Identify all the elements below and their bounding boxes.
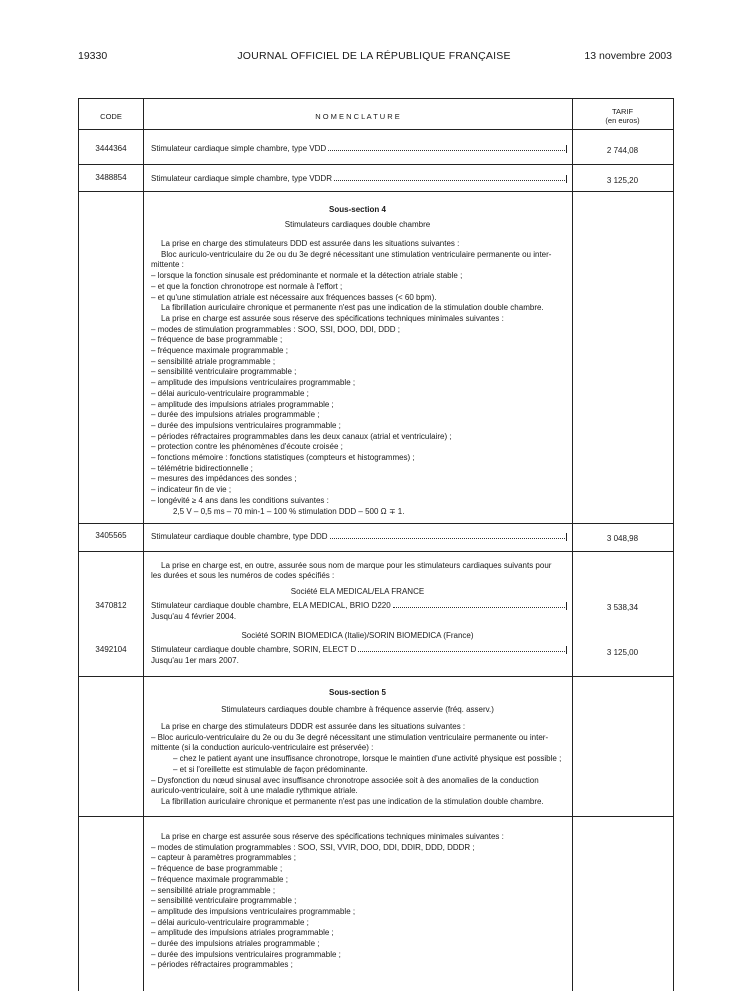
page-date: 13 novembre 2003: [584, 50, 672, 62]
row-tick: [566, 602, 567, 610]
text-line: – télémétrie bidirectionnelle ;: [151, 463, 253, 473]
text-line: – modes de stimulation programmables : SOO, SSI, DOO, DDI, DDD ;: [151, 324, 400, 334]
text-line: La fibrillation auriculaire chronique et permanente n'est pas une indication de la stimulation double chambre.: [161, 303, 544, 313]
row-code: 3444364: [95, 144, 127, 153]
text-line: La prise en charge des stimulateurs DDDR est assurée dans les situations suivantes :: [161, 722, 466, 731]
row-tick: [566, 175, 567, 183]
text-line: La prise en charge est assurée sous réserve des spécifications techniques minimales suivantes :: [161, 313, 504, 323]
column-header-code: CODE: [100, 112, 122, 121]
row-divider: [79, 816, 673, 817]
text-line: – durée des impulsions ventriculaires programmable ;: [151, 420, 341, 430]
text-line: – périodes réfractaires programmables dans les deux canaux (atrial et ventriculaire) ;: [151, 431, 452, 441]
text-line: – périodes réfractaires programmables ;: [151, 960, 293, 970]
row-divider: [79, 676, 673, 677]
row-label: Stimulateur cardiaque simple chambre, type VDDR: [151, 174, 565, 184]
text-line: La prise en charge est assurée sous réserve des spécifications techniques minimales suivantes :: [161, 832, 504, 841]
column-divider-tarif: [572, 99, 573, 991]
row-code: 3405565: [95, 531, 127, 540]
text-line: mittente (si la conduction auriculo-ventriculaire est préservée) :: [151, 743, 374, 753]
column-header-tarif: TARIF: [611, 107, 634, 116]
section-subtitle: Stimulateurs cardiaques double chambre: [284, 220, 431, 229]
row-label: Stimulateur cardiaque double chambre, ELA MEDICAL, BRIO D220: [151, 601, 565, 611]
text-line: – sensibilité ventriculaire programmable ;: [151, 896, 297, 906]
company-heading: Société SORIN BIOMEDICA (Italie)/SORIN BIOMEDICA (France): [241, 631, 474, 640]
text-line: – fonctions mémoire : fonctions statistiques (compteurs et histogrammes) ;: [151, 453, 415, 462]
text-line: – et que la fonction chronotrope est normale à l'effort ;: [151, 281, 343, 291]
row-validity: Jusqu'au 4 février 2004.: [151, 612, 237, 621]
text-line: – et si l'oreillette est stimulable de façon prédominante.: [173, 764, 368, 774]
text-line: – lorsque la fonction sinusale est prédominante et normale et la détection atriale stable ;: [151, 271, 463, 281]
text-line: – sensibilité atriale programmable ;: [151, 356, 276, 366]
text-line: – longévité ≥ 4 ans dans les conditions suivantes :: [151, 495, 329, 505]
row-tarif: 3 048,98: [606, 534, 639, 543]
row-tick: [566, 533, 567, 541]
row-code: 3488854: [95, 173, 127, 182]
row-tick: [566, 646, 567, 654]
text-line: 2,5 V – 0,5 ms – 70 min-1 – 100 % stimulation DDD – 500 Ω ∓ 1.: [173, 506, 405, 516]
section-subtitle: Stimulateurs cardiaques double chambre à fréquence asservie (fréq. asserv.): [221, 705, 494, 714]
text-line: – durée des impulsions ventriculaires programmable ;: [151, 949, 341, 959]
text-line: La fibrillation auriculaire chronique et permanente n'est pas une indication de la stimulation double chambre.: [161, 796, 544, 806]
row-tarif: 3 125,00: [606, 648, 639, 657]
text-line: Bloc auriculo-ventriculaire du 2e ou du 3e degré nécessitant une stimulation ventriculaire permanente ou inter-: [161, 249, 552, 259]
text-line: – Dysfonction du nœud sinusal avec insuffisance chronotrope associée soit à des anomalies de la conduction: [151, 775, 539, 785]
text-line: – sensibilité ventriculaire programmable ;: [151, 367, 297, 377]
text-line: – amplitude des impulsions atriales programmable ;: [151, 928, 334, 938]
section-title: Sous-section 5: [329, 688, 386, 697]
row-label: Stimulateur cardiaque double chambre, SORIN, ELECT D: [151, 645, 565, 655]
page-number: 19330: [78, 50, 108, 62]
text-line: – et qu'une stimulation atriale est nécessaire aux fréquences basses (< 60 bpm).: [151, 292, 437, 302]
row-label: Stimulateur cardiaque double chambre, type DDD: [151, 532, 565, 542]
row-divider: [79, 191, 673, 192]
text-line: – amplitude des impulsions atriales programmable ;: [151, 399, 334, 409]
row-divider: [79, 129, 673, 130]
row-divider: [79, 551, 673, 552]
row-code: 3492104: [95, 645, 127, 654]
row-tarif: 3 125,20: [606, 176, 639, 185]
text-line: – protection contre les phénomènes d'écoute croisée ;: [151, 442, 343, 452]
column-header-tarif-unit: (en euros): [605, 116, 640, 125]
row-tick: [566, 145, 567, 153]
text-line: – mesures des impédances des sondes ;: [151, 474, 297, 484]
text-line: – fréquence maximale programmable ;: [151, 346, 288, 355]
text-line: – modes de stimulation programmables : SOO, SSI, VVIR, DOO, DDI, DDIR, DDD, DDDR ;: [151, 842, 475, 852]
text-line: – fréquence maximale programmable ;: [151, 874, 288, 884]
text-line: – durée des impulsions atriales programmable ;: [151, 410, 320, 420]
text-line: La prise en charge des stimulateurs DDD est assurée dans les situations suivantes :: [161, 239, 460, 248]
nomenclature-table: [78, 98, 674, 991]
text-line: – indicateur fin de vie ;: [151, 485, 232, 495]
row-code: 3470812: [95, 601, 127, 610]
brand-intro-continued: les durées et sous les numéros de codes spécifiés :: [151, 571, 335, 580]
row-label: Stimulateur cardiaque simple chambre, type VDD: [151, 144, 565, 154]
row-tarif: 3 538,34: [606, 603, 639, 612]
text-line: – capteur à paramètres programmables ;: [151, 853, 296, 863]
section-title: Sous-section 4: [329, 205, 386, 214]
text-line: – délai auriculo-ventriculaire programmable ;: [151, 388, 309, 398]
text-line: auriculo-ventriculaire, soit à une maladie rythmique atriale.: [151, 786, 358, 796]
text-line: – fréquence de base programmable ;: [151, 864, 283, 874]
row-validity: Jusqu'au 1er mars 2007.: [151, 656, 239, 665]
brand-intro: La prise en charge est, en outre, assurée sous nom de marque pour les stimulateurs cardiaques suivants pour: [161, 561, 552, 570]
text-line: – amplitude des impulsions ventriculaires programmable ;: [151, 378, 356, 388]
journal-title: JOURNAL OFFICIEL DE LA RÉPUBLIQUE FRANÇAISE: [237, 50, 511, 62]
company-heading: Société ELA MEDICAL/ELA FRANCE: [290, 587, 425, 596]
column-header-nomenclature: N O M E N C L A T U R E: [315, 112, 400, 121]
row-tarif: 2 744,08: [606, 146, 639, 155]
row-divider: [79, 523, 673, 524]
text-line: – durée des impulsions atriales programmable ;: [151, 939, 320, 948]
row-divider: [79, 164, 673, 165]
text-line: – chez le patient ayant une insuffisance chronotrope, lorsque le maintien d'une activité physique est possible ;: [173, 754, 562, 764]
text-line: mittente :: [151, 260, 184, 270]
text-line: – sensibilité atriale programmable ;: [151, 885, 276, 895]
text-line: – Bloc auriculo-ventriculaire du 2e ou du 3e degré nécessitant une stimulation ventriculaire permanente ou inter-: [151, 732, 549, 742]
text-line: – fréquence de base programmable ;: [151, 335, 283, 345]
text-line: – amplitude des impulsions ventriculaires programmable ;: [151, 906, 356, 916]
text-line: – délai auriculo-ventriculaire programmable ;: [151, 917, 309, 927]
column-divider-code: [143, 99, 144, 991]
